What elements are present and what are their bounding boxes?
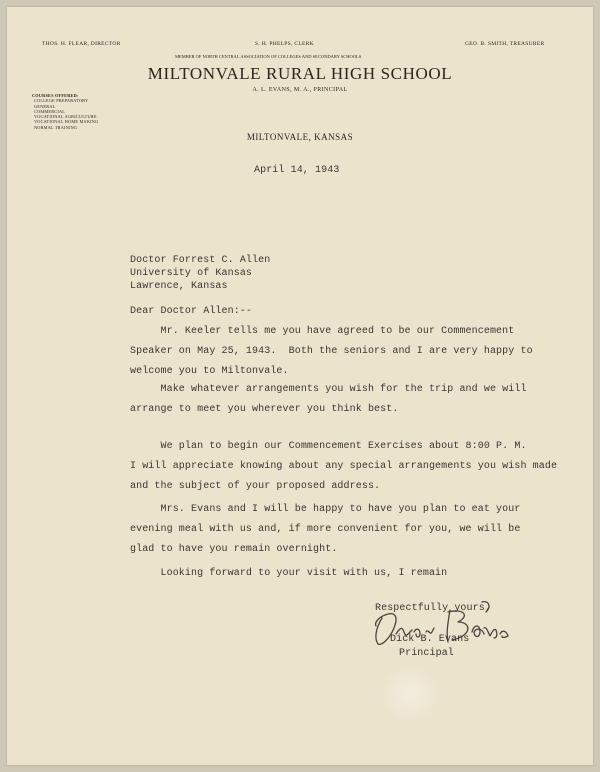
- paragraph-line: Make whatever arrangements you wish for the trip and we will: [130, 384, 527, 395]
- address-line: Doctor Forrest C. Allen: [130, 255, 271, 266]
- paragraph-line: arrange to meet you wherever you think best.: [130, 404, 399, 415]
- paragraph-2: [130, 380, 527, 420]
- courses-title: COURSES OFFERED:: [32, 93, 79, 98]
- address-line: Lawrence, Kansas: [130, 281, 228, 292]
- complimentary-close: Respectfully yours,: [375, 603, 491, 614]
- principal-line: A. L. EVANS, M. A., PRINCIPAL: [252, 87, 348, 93]
- paragraph-line: I will appreciate knowing about any special arrangements you wish made: [130, 461, 558, 472]
- course-item: VOCATIONAL HOME MAKING: [34, 119, 99, 125]
- salutation: Dear Doctor Allen:--: [130, 306, 253, 317]
- membership-line: MEMBER OF NORTH CENTRAL ASSOCIATION OF COLLEGES AND SECONDARY SCHOOLS: [175, 54, 362, 59]
- paragraph-1: [130, 322, 533, 382]
- paragraph-line: welcome you to Miltonvale.: [130, 366, 289, 377]
- courses-offered: [32, 93, 98, 130]
- school-location: MILTONVALE, KANSAS: [246, 132, 354, 142]
- paragraph-5: Looking forward to your visit with us, I remain: [130, 568, 448, 579]
- director-line: THOS. H. FLEAR, DIRECTOR: [42, 41, 121, 47]
- paragraph-line: Speaker on May 25, 1943. Both the seniors and I are very happy to: [130, 346, 533, 357]
- clerk-line: S. H. PHELPS, CLERK: [255, 41, 314, 47]
- course-item: NORMAL TRAINING: [34, 124, 78, 130]
- paragraph-line: glad to have you remain overnight.: [130, 544, 338, 555]
- embossed-seal: [380, 664, 440, 724]
- paragraph-line: Mr. Keeler tells me you have agreed to be our Commencement: [130, 326, 515, 337]
- course-item: GENERAL: [34, 103, 56, 109]
- signer-title: Principal: [399, 648, 454, 659]
- paragraph-line: Mrs. Evans and I will be happy to have you plan to eat your: [130, 504, 521, 515]
- letter-date: April 14, 1943: [254, 165, 340, 176]
- paragraph-4: [130, 500, 520, 560]
- school-name: MILTONVALE RURAL HIGH SCHOOL: [147, 64, 453, 83]
- treasurer-line: GEO. B. SMITH, TREASURER: [465, 41, 545, 47]
- paragraph-line: and the subject of your proposed address.: [130, 481, 381, 492]
- course-item: VOCATIONAL AGRICULTURE: [34, 114, 97, 120]
- recipient-address: [130, 254, 270, 293]
- course-item: COMMERCIAL: [34, 108, 66, 114]
- paragraph-line: We plan to begin our Commencement Exercises about 8:00 P. M.: [130, 441, 527, 452]
- paragraph-3: [130, 437, 557, 497]
- address-line: University of Kansas: [130, 268, 253, 279]
- signer-name: Dick B. Evans: [390, 634, 470, 645]
- course-item: COLLEGE PREPARATORY: [34, 98, 89, 104]
- paragraph-line: evening meal with us and, if more convenient for you, we will be: [130, 524, 521, 535]
